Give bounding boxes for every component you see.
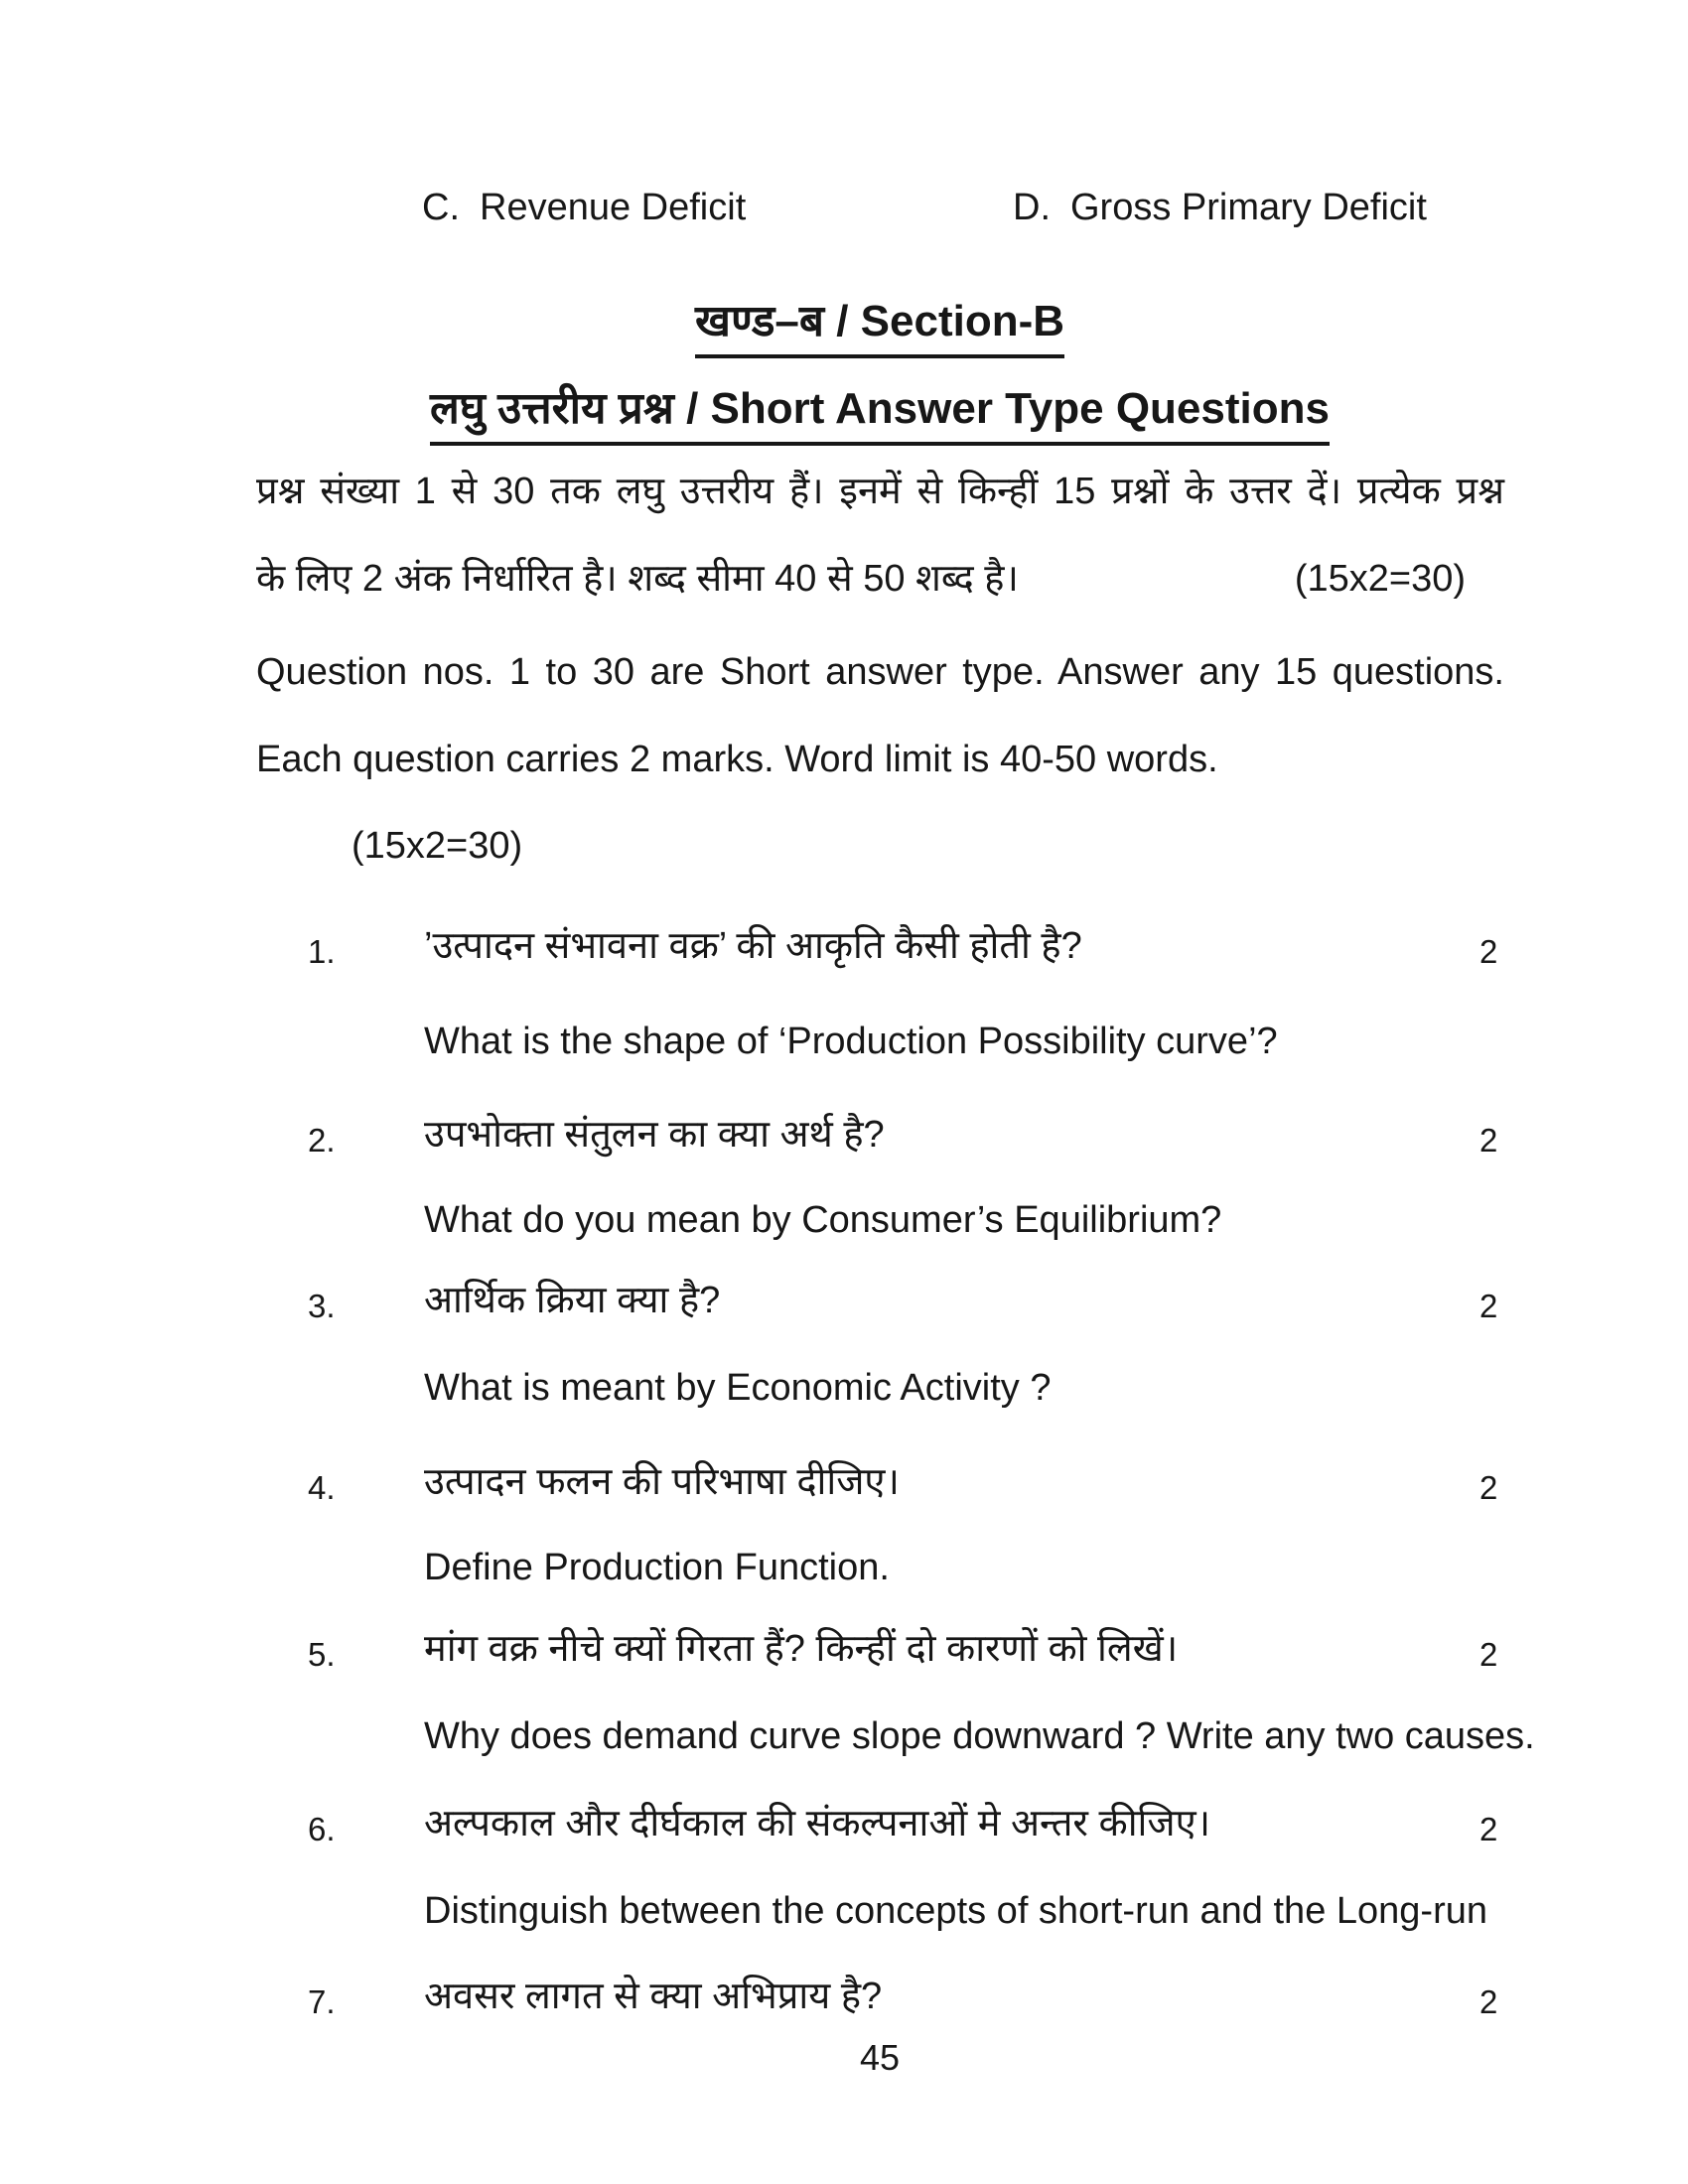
question-7-number: 7. <box>308 1983 336 2020</box>
question-1-english: What is the shape of ‘Production Possibility curve’? <box>424 1021 1278 1062</box>
question-3-hindi: आर्थिक क्रिया क्या है? <box>424 1280 721 1321</box>
option-c-text: Revenue Deficit <box>480 187 747 228</box>
question-2-hindi: उपभोक्ता संतुलन का क्या अर्थ है? <box>424 1114 885 1156</box>
question-6-english: Distinguish between the concepts of short-run and the Long-run <box>424 1890 1487 1932</box>
question-1-marks: 2 <box>1479 933 1498 970</box>
section-title: खण्ड–ब / Section-B <box>695 297 1064 358</box>
question-4-hindi: उत्पादन फलन की परिभाषा दीजिए। <box>424 1461 900 1503</box>
question-1-hindi: ’उत्पादन संभावना वक्र’ की आकृति कैसी होती है? <box>424 925 1082 967</box>
question-3-number: 3. <box>308 1288 336 1324</box>
question-4-marks: 2 <box>1479 1469 1498 1506</box>
question-6-marks: 2 <box>1479 1811 1498 1847</box>
instructions-hindi-line2: के लिए 2 अंक निर्धारित है। शब्द सीमा 40 से 50 शब्द है। <box>256 558 1019 600</box>
question-2-number: 2. <box>308 1122 336 1159</box>
option-c-label: C. <box>422 187 460 228</box>
instructions-english-line2: Each question carries 2 marks. Word limit is 40-50 words. <box>256 739 1218 780</box>
question-2-english: What do you mean by Consumer’s Equilibrium? <box>424 1199 1222 1241</box>
question-3-english: What is meant by Economic Activity ? <box>424 1367 1052 1409</box>
question-6-number: 6. <box>308 1811 336 1847</box>
instructions-english-marks: (15x2=30) <box>352 825 523 867</box>
option-d-label: D. <box>1013 187 1051 228</box>
question-5-english: Why does demand curve slope downward ? Write any two causes. <box>424 1715 1535 1757</box>
instructions-hindi-marks: (15x2=30) <box>1294 558 1466 600</box>
question-5-hindi: मांग वक्र नीचे क्यों गिरता हैं? किन्हीं दो कारणों को लिखें। <box>424 1628 1179 1670</box>
question-2-marks: 2 <box>1479 1122 1498 1159</box>
question-3-marks: 2 <box>1479 1288 1498 1324</box>
question-5-number: 5. <box>308 1636 336 1673</box>
question-7-marks: 2 <box>1479 1983 1498 2020</box>
question-1-number: 1. <box>308 933 336 970</box>
section-title-row <box>36 296 1688 348</box>
page-number: 45 <box>860 2037 901 2078</box>
instructions-english-line1: Question nos. 1 to 30 are Short answer type. Answer any 15 questions. <box>256 651 1504 693</box>
question-5-marks: 2 <box>1479 1636 1498 1673</box>
instructions-hindi-line2-row <box>256 556 1466 604</box>
instructions-hindi-line1: प्रश्न संख्या 1 से 30 तक लघु उत्तरीय हैं। इनमें से किन्हीं 15 प्रश्नों के उत्तर दें। प्रत्येक प्रश्न <box>256 471 1504 512</box>
question-7-hindi: अवसर लागत से क्या अभिप्राय है? <box>424 1976 883 2017</box>
question-4-english: Define Production Function. <box>424 1547 890 1588</box>
section-subtitle: लघु उत्तरीय प्रश्न / Short Answer Type Questions <box>430 384 1330 446</box>
option-d-text: Gross Primary Deficit <box>1070 187 1427 228</box>
section-subtitle-row <box>36 383 1688 436</box>
question-6-hindi: अल्पकाल और दीर्घकाल की संकल्पनाओं मे अन्तर कीजिए। <box>424 1803 1210 1844</box>
question-4-number: 4. <box>308 1469 336 1506</box>
